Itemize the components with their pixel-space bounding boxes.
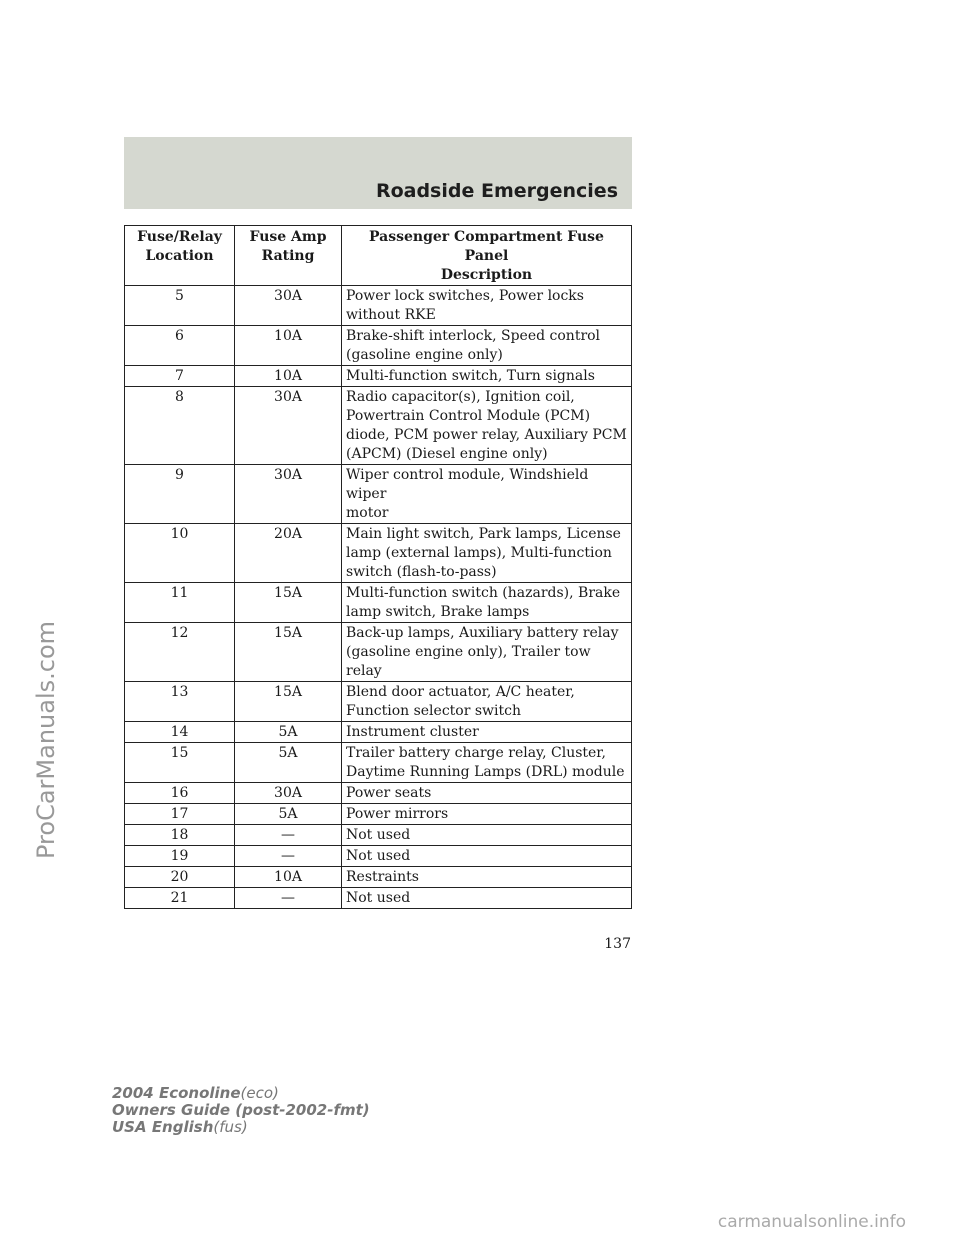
table-row (125, 524, 632, 583)
cell-rating: 5A (235, 804, 342, 825)
cell-description: Brake-shift interlock, Speed control (gasoline engine only) (342, 326, 632, 366)
cell-location: 15 (125, 743, 235, 783)
table-row (125, 867, 632, 888)
cell-location: 12 (125, 623, 235, 682)
cell-description: Power mirrors (342, 804, 632, 825)
cell-location: 14 (125, 722, 235, 743)
table-row (125, 583, 632, 623)
table-row (125, 326, 632, 366)
table-header-row (125, 226, 632, 286)
cell-description: Blend door actuator, A/C heater, Function selector switch (342, 682, 632, 722)
table-row (125, 387, 632, 465)
cell-location: 20 (125, 867, 235, 888)
cell-description: Not used (342, 846, 632, 867)
table-row (125, 804, 632, 825)
cell-rating: 10A (235, 867, 342, 888)
cell-description: Multi-function switch, Turn signals (342, 366, 632, 387)
cell-description: Wiper control module, Windshield wiper motor (342, 465, 632, 524)
cell-rating: 15A (235, 583, 342, 623)
cell-description: Restraints (342, 867, 632, 888)
cell-rating: 30A (235, 286, 342, 326)
cell-rating: 30A (235, 783, 342, 804)
table-row (125, 888, 632, 909)
table-row (125, 743, 632, 783)
fuse-table (124, 225, 632, 909)
cell-description: Power lock switches, Power locks without RKE (342, 286, 632, 326)
section-title: Roadside Emergencies (375, 180, 618, 202)
cell-location: 16 (125, 783, 235, 804)
footer-language-code: (fus) (213, 1118, 248, 1136)
cell-location: 8 (125, 387, 235, 465)
cell-location: 18 (125, 825, 235, 846)
section-header-bar (124, 137, 632, 209)
cell-location: 11 (125, 583, 235, 623)
cell-description: Not used (342, 825, 632, 846)
table-row (125, 846, 632, 867)
cell-description: Trailer battery charge relay, Cluster, Daytime Running Lamps (DRL) module (342, 743, 632, 783)
cell-rating: — (235, 888, 342, 909)
table-row (125, 825, 632, 846)
column-header-description: Passenger Compartment Fuse Panel Description (342, 226, 632, 286)
cell-description: Main light switch, Park lamps, License lamp (external lamps), Multi-function switch (flash-to-pass) (342, 524, 632, 583)
cell-rating: 30A (235, 465, 342, 524)
footer-model-code: (eco) (240, 1084, 279, 1102)
cell-description: Back-up lamps, Auxiliary battery relay (gasoline engine only), Trailer tow relay (342, 623, 632, 682)
cell-location: 19 (125, 846, 235, 867)
cell-rating: — (235, 825, 342, 846)
cell-location: 10 (125, 524, 235, 583)
cell-description: Power seats (342, 783, 632, 804)
column-header-rating: Fuse Amp Rating (235, 226, 342, 286)
cell-location: 13 (125, 682, 235, 722)
cell-location: 17 (125, 804, 235, 825)
footer-guide: Owners Guide (post-2002-fmt) (112, 1101, 370, 1119)
table-row (125, 722, 632, 743)
cell-location: 5 (125, 286, 235, 326)
table-row (125, 465, 632, 524)
cell-location: 7 (125, 366, 235, 387)
table-row (125, 682, 632, 722)
table-row (125, 623, 632, 682)
cell-rating: 30A (235, 387, 342, 465)
bottom-watermark: carmanualsonline.info (717, 1212, 906, 1232)
table-row (125, 366, 632, 387)
side-watermark: ProCarManuals.com (32, 620, 60, 859)
cell-rating: 10A (235, 366, 342, 387)
cell-location: 9 (125, 465, 235, 524)
cell-rating: 5A (235, 722, 342, 743)
cell-rating: 15A (235, 682, 342, 722)
cell-location: 21 (125, 888, 235, 909)
cell-description: Radio capacitor(s), Ignition coil, Powertrain Control Module (PCM) diode, PCM power relay, Auxiliary PCM (APCM) (Diesel engine only) (342, 387, 632, 465)
table-row (125, 783, 632, 804)
cell-rating: 20A (235, 524, 342, 583)
page-number: 137 (604, 936, 631, 952)
cell-location: 6 (125, 326, 235, 366)
cell-rating: — (235, 846, 342, 867)
cell-description: Instrument cluster (342, 722, 632, 743)
cell-description: Not used (342, 888, 632, 909)
cell-rating: 5A (235, 743, 342, 783)
footer-language: USA English (112, 1118, 214, 1136)
column-header-location: Fuse/Relay Location (125, 226, 235, 286)
table-row (125, 286, 632, 326)
cell-rating: 15A (235, 623, 342, 682)
cell-rating: 10A (235, 326, 342, 366)
cell-description: Multi-function switch (hazards), Brake lamp switch, Brake lamps (342, 583, 632, 623)
footer-edition-info (112, 1085, 370, 1136)
footer-model: 2004 Econoline (112, 1084, 241, 1102)
